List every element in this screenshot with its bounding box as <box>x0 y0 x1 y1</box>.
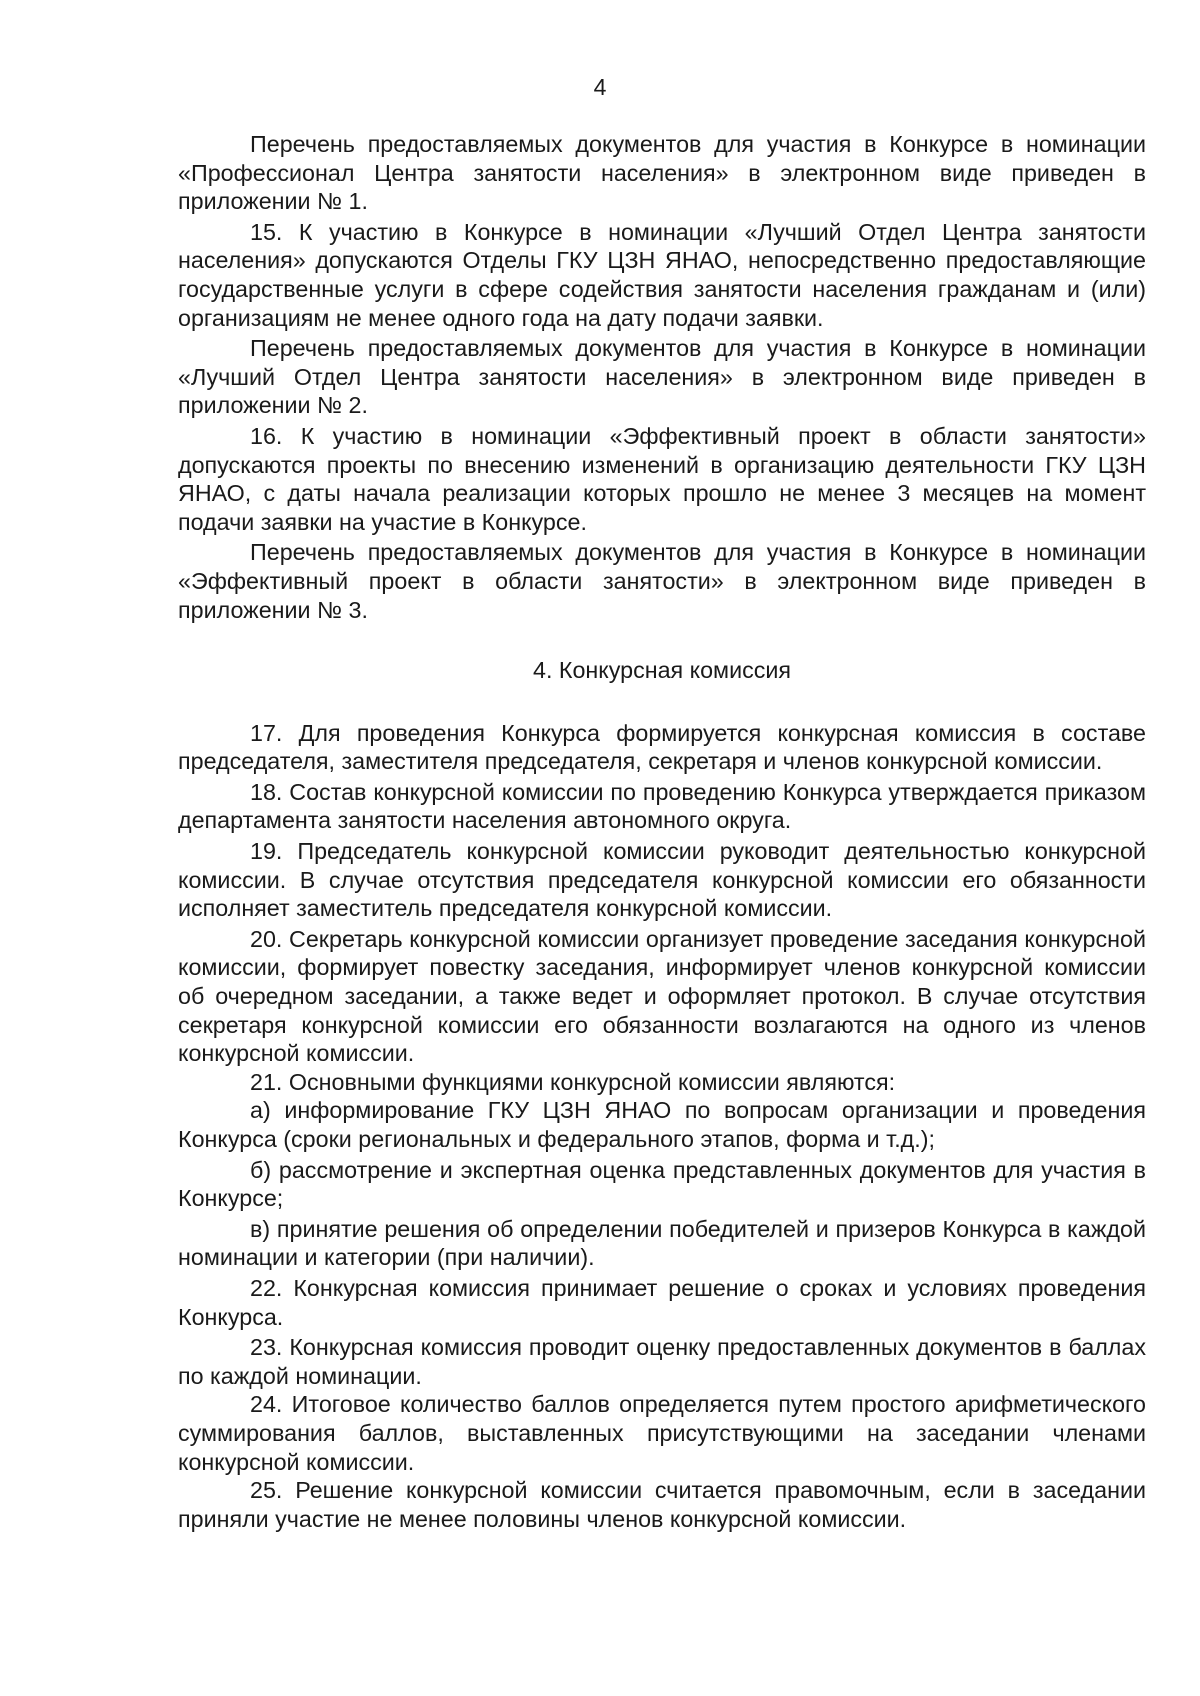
paragraph-17: 17. Для проведения Конкурса формируется конкурсная комиссия в составе председателя, заместителя председателя, секретаря и членов конкурсной комиссии. <box>178 719 1146 775</box>
paragraph-19: 19. Председатель конкурсной комиссии руководит деятельностью конкурсной комиссии. В случае отсутствия председателя конкурсной комиссии его обязанности исполняет заместитель председателя конкурсной комиссии. <box>178 838 1146 922</box>
paragraph-21-v: в) принятие решения об определении победителей и призеров Конкурса в каждой номинации и категории (при наличии). <box>178 1215 1146 1271</box>
paragraph-25: 25. Решение конкурсной комиссии считается правомочным, если в заседании приняли участие не менее половины членов конкурсной комиссии. <box>178 1477 1146 1532</box>
paragraph-documents-list-1: Перечень предоставляемых документов для участия в Конкурсе в номинации «Профессионал Центра занятости населения» в электронном виде приведен в приложении № 1. <box>178 131 1146 215</box>
paragraph-21-b: б) рассмотрение и экспертная оценка представленных документов для участия в Конкурсе; <box>178 1156 1146 1212</box>
page-number: 4 <box>593 74 607 100</box>
section-title: 4. Конкурсная комиссия <box>532 657 792 684</box>
paragraph-16: 16. К участию в номинации «Эффективный проект в области занятости» допускаются проекты по внесению изменений в организацию деятельности ГКУ ЦЗН ЯНАО, с даты начала реализации которых прошло не менее 3 месяцев на момент подачи заявки на участие в Конкурсе. <box>178 422 1146 535</box>
paragraph-18: 18. Состав конкурсной комиссии по проведению Конкурса утверждается приказом департамента занятости населения автономного округа. <box>178 778 1146 834</box>
paragraph-24: 24. Итоговое количество баллов определяется путем простого арифметического суммирования баллов, выставленных присутствующими на заседании членами конкурсной комиссии. <box>178 1391 1146 1475</box>
paragraph-20: 20. Секретарь конкурсной комиссии организует проведение заседания конкурсной комиссии, формирует повестку заседания, информирует членов конкурсной комиссии об очередном заседании, а также ведет и оформляет протокол. В случае отсутствия секретаря конкурсной комиссии его обязанности возлагаются на одного из членов конкурсной комиссии. <box>178 925 1146 1067</box>
paragraph-15: 15. К участию в Конкурсе в номинации «Лучший Отдел Центра занятости населения» допускаются Отделы ГКУ ЦЗН ЯНАО, непосредственно предоставляющие государственные услуги в сфере содействия занятости населения гражданам и (или) организациям не менее одного года на дату подачи заявки. <box>178 218 1146 331</box>
paragraph-23: 23. Конкурсная комиссия проводит оценку предоставленных документов в баллах по каждой номинации. <box>178 1334 1146 1389</box>
document-body <box>178 130 1146 1533</box>
paragraph-21: 21. Основными функциями конкурсной комиссии являются: <box>250 1068 896 1095</box>
paragraph-documents-list-3: Перечень предоставляемых документов для участия в Конкурсе в номинации «Эффективный проект в области занятости» в электронном виде приведен в приложении № 3. <box>178 539 1146 623</box>
paragraph-22: 22. Конкурсная комиссия принимает решение о сроках и условиях проведения Конкурса. <box>178 1274 1146 1330</box>
paragraph-documents-list-2: Перечень предоставляемых документов для участия в Конкурсе в номинации «Лучший Отдел Центра занятости населения» в электронном виде приведен в приложении № 2. <box>178 335 1146 419</box>
paragraph-21-a: а) информирование ГКУ ЦЗН ЯНАО по вопросам организации и проведения Конкурса (сроки региональных и федерального этапов, форма и т.д.); <box>178 1097 1146 1152</box>
